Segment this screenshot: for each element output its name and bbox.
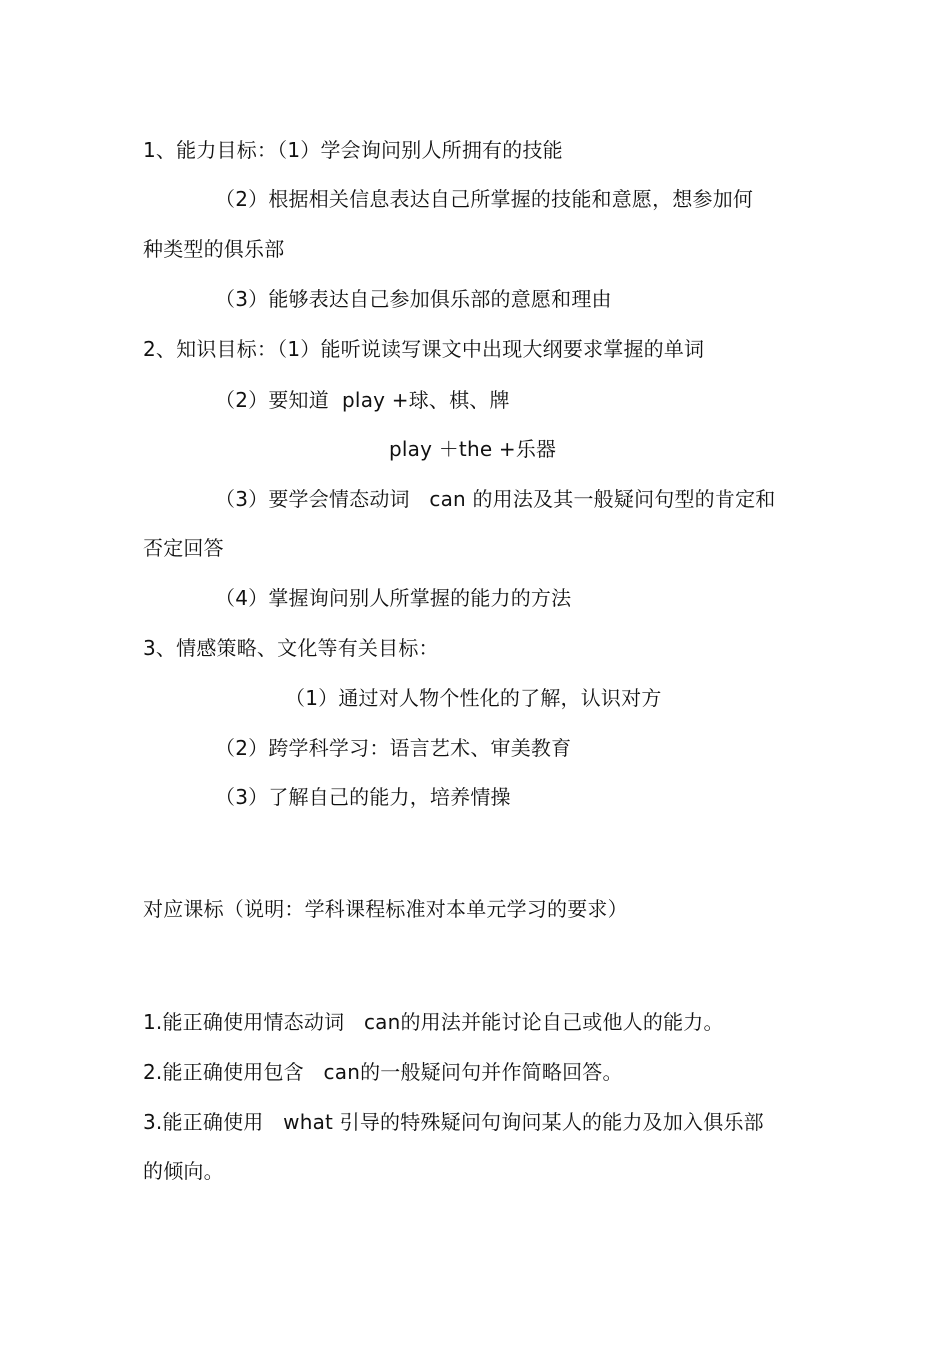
goal-knowledge-item-2-instruments: play ＋the +乐器 bbox=[389, 437, 557, 461]
goal-ability-item-2: （2）根据相关信息表达自己所掌握的技能和意愿，想参加何 bbox=[215, 187, 754, 211]
standard-item-3-cont: 的倾向。 bbox=[143, 1159, 224, 1183]
standard-item-2: 2.能正确使用包含 can的一般疑问句并作简略回答。 bbox=[143, 1060, 623, 1084]
goal-knowledge-heading: 2、知识目标：（1）能听说读写课文中出现大纲要求掌握的单词 bbox=[143, 337, 705, 361]
curriculum-standard-heading: 对应课标（说明：学科课程标准对本单元学习的要求） bbox=[143, 897, 628, 921]
goal-ability-item-2-cont: 种类型的俱乐部 bbox=[143, 237, 285, 261]
goal-knowledge-item-3-cont: 否定回答 bbox=[143, 536, 224, 560]
goal-ability-item-3: （3）能够表达自己参加俱乐部的意愿和理由 bbox=[215, 287, 612, 311]
goal-affective-heading: 3、情感策略、文化等有关目标： bbox=[143, 636, 439, 660]
goal-knowledge-item-2: （2）要知道 play +球、棋、牌 bbox=[215, 388, 510, 412]
goal-knowledge-item-4: （4）掌握询问别人所掌握的能力的方法 bbox=[215, 586, 572, 610]
goal-ability-heading: 1、能力目标：（1）学会询问别人所拥有的技能 bbox=[143, 138, 563, 162]
standard-item-1: 1.能正确使用情态动词 can的用法并能讨论自己或他人的能力。 bbox=[143, 1010, 724, 1034]
goal-affective-item-2: （2）跨学科学习：语言艺术、审美教育 bbox=[215, 736, 572, 760]
standard-item-3: 3.能正确使用 what 引导的特殊疑问句询问某人的能力及加入俱乐部 bbox=[143, 1110, 764, 1134]
goal-knowledge-item-3: （3）要学会情态动词 can 的用法及其一般疑问句型的肯定和 bbox=[215, 487, 776, 511]
goal-affective-item-1: （1）通过对人物个性化的了解，认识对方 bbox=[285, 686, 662, 710]
goal-affective-item-3: （3）了解自己的能力，培养情操 bbox=[215, 785, 511, 809]
